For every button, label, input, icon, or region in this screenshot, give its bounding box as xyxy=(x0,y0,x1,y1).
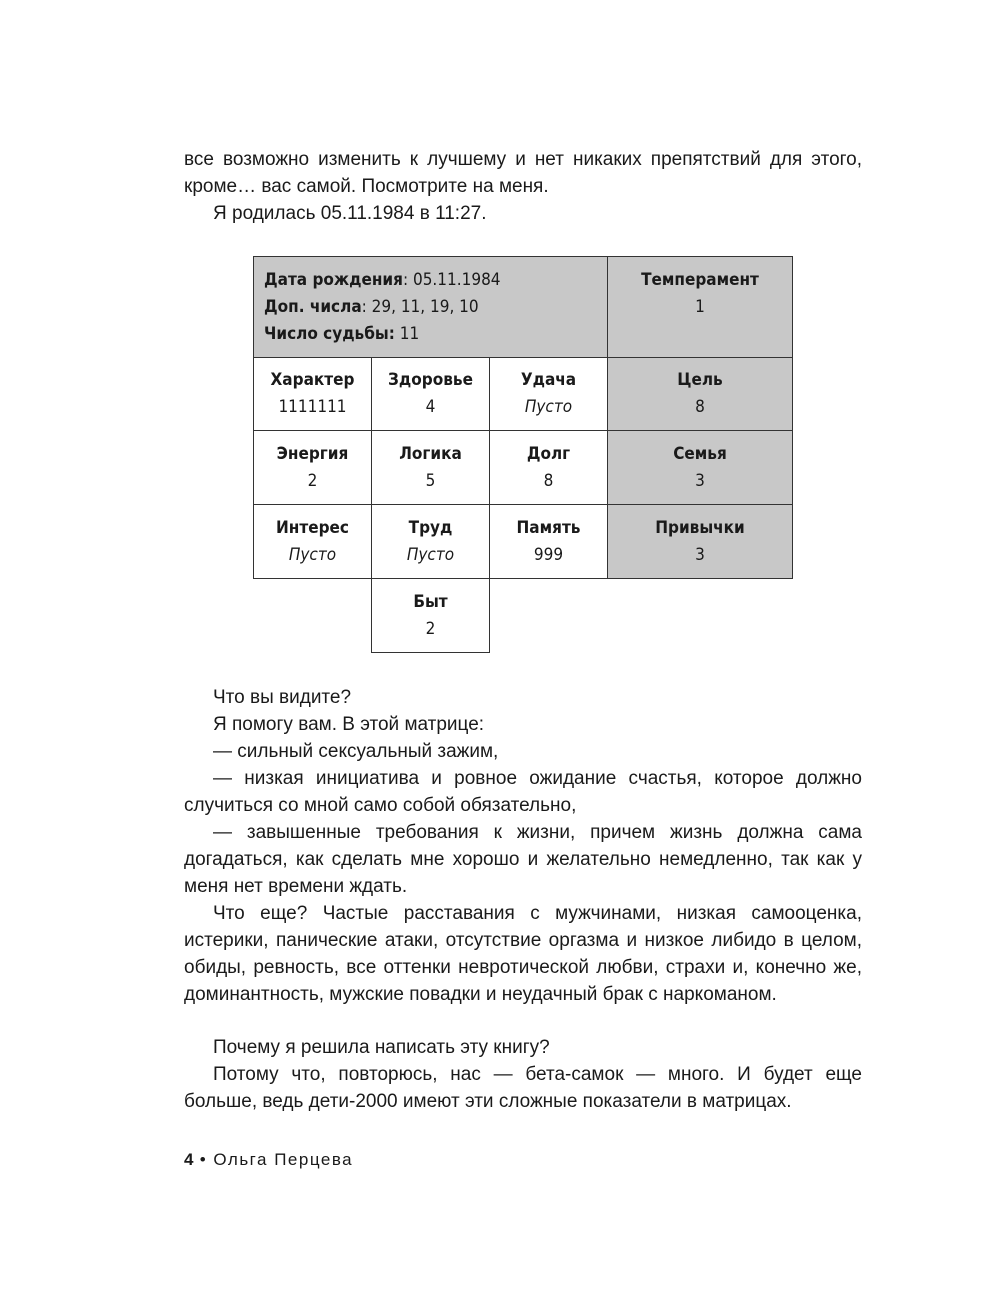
empty-cell xyxy=(254,579,372,653)
cell-character xyxy=(254,358,372,431)
cell-label: Характер xyxy=(270,370,355,390)
birth-date-value: : 05.11.1984 xyxy=(402,269,501,290)
cell-life xyxy=(372,579,490,653)
numerology-matrix xyxy=(253,256,793,653)
what-else-paragraph: Что еще? Частые расставания с мужчинами, низкая самооценка, истерики, панические атаки, отсутствие оргазма и низкое либидо в целом, обиды, ревность, все оттенки невротической любви, страхи и, конечно же, доминантность, мужские повадки и неудачный брак с наркоманом. xyxy=(184,903,862,1005)
cell-label: Удача xyxy=(520,370,577,390)
footer-separator: • xyxy=(193,1150,214,1169)
help-paragraph: Я помогу вам. В этой матрице: xyxy=(213,714,485,735)
cell-family xyxy=(608,431,793,505)
cell-label: Семья xyxy=(673,443,727,464)
cell-value: 1111111 xyxy=(278,397,347,417)
cell-label: Память xyxy=(516,517,581,538)
cell-label: Интерес xyxy=(276,517,349,538)
cell-value: 2 xyxy=(425,618,436,639)
cell-labor xyxy=(372,505,490,579)
cell-label: Темперамент xyxy=(641,270,759,290)
extra-numbers-label: Доп. числа xyxy=(264,296,362,317)
cell-value: Пусто xyxy=(288,544,337,565)
cell-value: Пусто xyxy=(524,397,573,417)
birth-sentence: Я родилась 05.11.1984 в 11:27. xyxy=(213,203,487,224)
birth-date-label: Дата рождения xyxy=(264,269,403,290)
page-number: 4 xyxy=(184,1150,194,1169)
empty-cell xyxy=(608,579,793,653)
fate-number-label: Число судьбы: xyxy=(264,323,395,344)
question-why-book: Почему я решила написать эту книгу? xyxy=(213,1037,550,1058)
cell-value: 8 xyxy=(695,397,705,417)
cell-energy xyxy=(254,431,372,505)
cell-label: Логика xyxy=(399,443,462,464)
cell-value: 2 xyxy=(307,470,318,491)
cell-interest xyxy=(254,505,372,579)
cell-label: Труд xyxy=(408,517,453,538)
author-name: Ольга Перцева xyxy=(213,1150,354,1169)
extra-numbers-value: : 29, 11, 19, 10 xyxy=(361,296,479,317)
cell-value: Пусто xyxy=(406,544,455,565)
cell-label: Здоровье xyxy=(388,370,473,390)
cell-label: Энергия xyxy=(276,443,349,464)
page-footer xyxy=(184,1148,353,1172)
cell-value: 3 xyxy=(695,470,705,491)
cell-value: 3 xyxy=(695,544,705,565)
list-item: — завышенные требования к жизни, причем жизнь должна сама догадаться, как сделать мне хорошо и желательно немедленно, так как у меня нет времени ждать. xyxy=(184,822,862,897)
fate-number-value: 11 xyxy=(394,323,420,344)
list-item: — низкая инициатива и ровное ожидание счастья, которое должно случиться со мной само собой обязательно, xyxy=(184,768,862,816)
cell-memory xyxy=(490,505,608,579)
empty-cell xyxy=(490,579,608,653)
cell-temperament xyxy=(608,257,793,358)
cell-health xyxy=(372,358,490,431)
cell-label: Долг xyxy=(526,443,571,464)
cell-luck xyxy=(490,358,608,431)
because-paragraph: Потому что, повторюсь, нас — бета-самок — много. И будет еще больше, ведь дети-2000 имеют эти сложные показатели в матрицах. xyxy=(184,1064,862,1112)
cell-habits xyxy=(608,505,793,579)
cell-label: Цель xyxy=(677,370,723,390)
matrix-header-cell xyxy=(254,257,608,358)
cell-goal xyxy=(608,358,793,431)
cell-value: 999 xyxy=(533,544,564,565)
cell-duty xyxy=(490,431,608,505)
cell-label: Привычки xyxy=(655,517,745,538)
list-item: — сильный сексуальный зажим, xyxy=(213,741,499,762)
question-what-see: Что вы видите? xyxy=(213,687,352,708)
cell-value: 5 xyxy=(425,470,436,491)
intro-paragraph: все возможно изменить к лучшему и нет никаких препятствий для этого, кроме… вас самой. Посмотрите на меня. xyxy=(184,149,862,197)
cell-value: 8 xyxy=(543,470,554,491)
cell-logic xyxy=(372,431,490,505)
cell-value: 1 xyxy=(695,297,705,317)
cell-label: Быт xyxy=(413,591,448,612)
cell-value: 4 xyxy=(425,397,436,417)
